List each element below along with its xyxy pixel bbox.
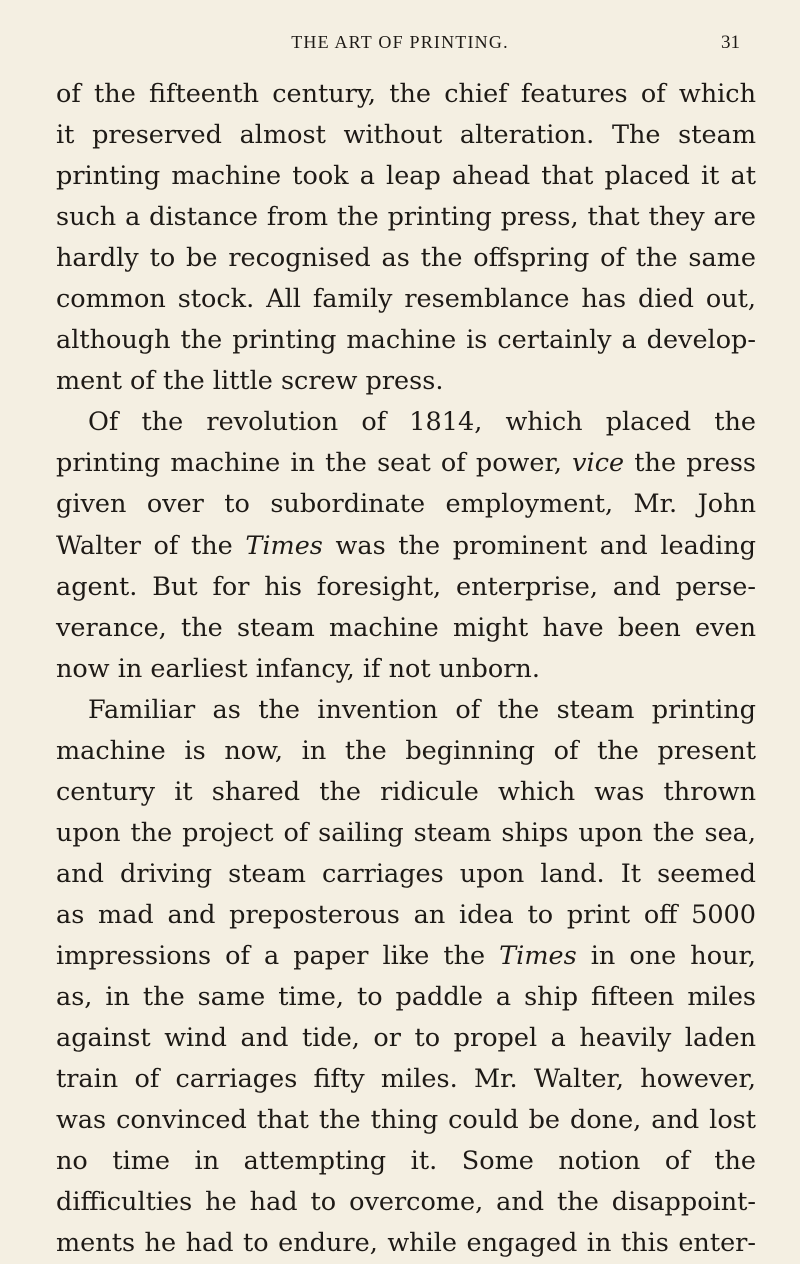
text-run: the press [624,448,757,479]
text-line [56,731,756,772]
text-run: printing machine in the seat of power, [56,448,573,479]
text-run: against wind and tide, or to propel a heavily laden [56,1023,756,1054]
text-line [56,1141,756,1182]
text-line [56,649,756,690]
text-run: was the prominent and leading [322,530,757,561]
text-line [56,320,756,361]
text-line [56,156,756,197]
text-run: machine is now, in the beginning of the present [56,735,756,766]
text-run: Of the revolution of 1814, which placed the [88,407,756,438]
text-line [56,402,756,443]
text-line [56,484,756,525]
text-line [56,854,756,895]
text-run: as mad and preposterous an idea to print off 5000 [56,899,756,930]
text-line [56,772,756,813]
text-run: century it shared the ridicule which was thrown [56,776,756,807]
text-line [56,115,756,156]
text-run: given over to subordinate employment, Mr. John [56,489,756,520]
text-run: in one hour, [576,940,756,971]
text-run: difficulties he had to overcome, and the disappoint- [56,1187,756,1218]
text-line [56,238,756,279]
page-number: 31 [721,32,740,53]
paragraph [56,74,756,402]
text-run: printing machine took a leap ahead that placed it at [56,161,756,192]
text-line [56,1059,756,1100]
text-line [56,1100,756,1141]
text-run: ment of the little screw press. [56,366,444,397]
text-run: ments he had to endure, while engaged in this enter- [56,1228,756,1259]
paragraph [56,402,756,689]
text-run: no time in attempting it. Some notion of the [56,1146,756,1177]
text-run: it preserved almost without alteration. The steam [56,120,756,151]
text-line [56,279,756,320]
text-run: was convinced that the thing could be done, and lost [56,1105,756,1136]
text-line [56,977,756,1018]
text-line [56,895,756,936]
italic-text: Times [499,940,577,971]
text-run: such a distance from the printing press, that they are [56,202,756,233]
running-title: THE ART OF PRINTING. [291,32,509,52]
text-line [56,608,756,649]
paragraph [56,690,756,1264]
text-run: upon the project of sailing steam ships upon the sea, [56,817,756,848]
text-run: although the printing machine is certainly a develop- [56,325,756,356]
text-run: of the fifteenth century, the chief features of which [56,79,756,109]
text-line [56,197,756,238]
text-line [56,443,756,484]
page-header [0,32,800,58]
text-run: impressions of a paper like the [56,940,500,971]
text-run: common stock. All family resemblance has died out, [56,284,756,315]
text-line [56,1223,756,1264]
text-run: now in earliest infancy, if not unborn. [56,653,540,684]
text-run: agent. But for his foresight, enterprise, and perse- [56,571,756,602]
italic-text: Times [245,530,323,561]
italic-text: vice [572,448,625,479]
text-line [56,813,756,854]
text-line [56,1018,756,1059]
text-run: and driving steam carriages upon land. It seemed [56,858,756,889]
text-line [56,936,756,977]
text-run: Familiar as the invention of the steam printing [88,694,756,725]
text-line [56,361,756,402]
text-run: hardly to be recognised as the offspring of the same [56,243,756,274]
text-line [56,1182,756,1223]
text-line [56,567,756,608]
text-run: Walter of the [56,530,246,561]
text-run: train of carriages fifty miles. Mr. Walter, however, [56,1064,756,1095]
text-run: verance, the steam machine might have been even [56,612,756,643]
text-line [56,690,756,731]
text-run: as, in the same time, to paddle a ship fifteen miles [56,982,756,1013]
text-line [56,74,756,115]
text-line [56,526,756,567]
body-text [56,74,756,1264]
